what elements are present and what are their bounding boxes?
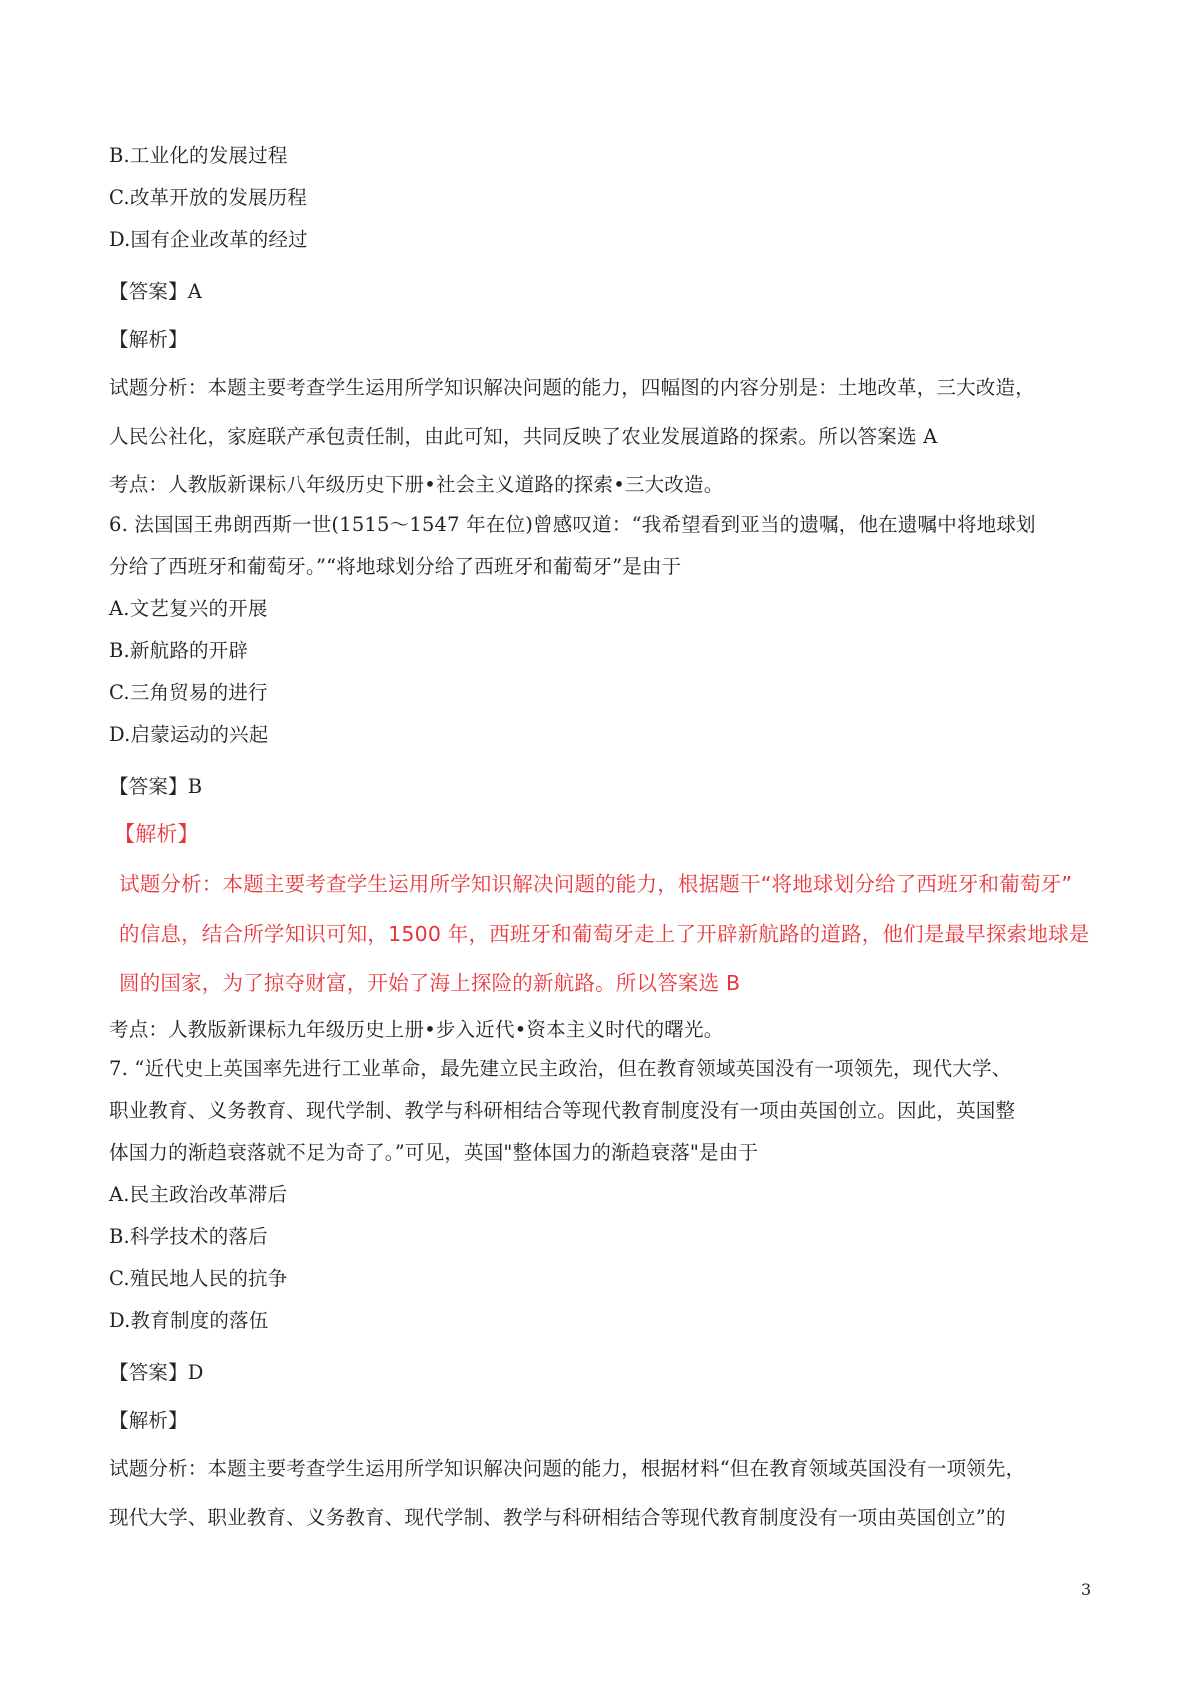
q5-option-b: B.工业化的发展过程: [109, 144, 288, 167]
q5-answer: 【答案】A: [109, 280, 203, 303]
q6-stem-line2: 分给了西班牙和葡萄牙。”“将地球划分给了西班牙和葡萄牙”是由于: [109, 555, 682, 578]
q7-analysis-head: 【解析】: [109, 1409, 188, 1432]
q7-option-c: C.殖民地人民的抗争: [109, 1267, 288, 1290]
q7-stem-line3: 体国力的渐趋衰落就不足为奇了。”可见，英国"整体国力的渐趋衰落"是由于: [109, 1141, 759, 1164]
q6-kaodian: 考点：人教版新课标九年级历史上册•步入近代•资本主义时代的曙光。: [109, 1018, 724, 1041]
q6-analysis-line2: 的信息，结合所学知识可知，1500 年，西班牙和葡萄牙走上了开辟新航路的道路，他们是最早探索地球是: [119, 922, 1090, 946]
q6-option-a: A.文艺复兴的开展: [109, 597, 268, 620]
q6-analysis-head: 【解析】: [114, 822, 199, 846]
q5-option-c: C.改革开放的发展历程: [109, 186, 308, 209]
q7-analysis-line2: 现代大学、职业教育、义务教育、现代学制、教学与科研相结合等现代教育制度没有一项由英国创立”的: [109, 1506, 1006, 1529]
q5-analysis-line2: 人民公社化，家庭联产承包责任制，由此可知，共同反映了农业发展道路的探索。所以答案选 A: [109, 425, 938, 448]
q6-option-d: D.启蒙运动的兴起: [109, 723, 269, 746]
q7-option-d: D.教育制度的落伍: [109, 1309, 269, 1332]
q7-option-a: A.民主政治改革滞后: [109, 1183, 288, 1206]
q5-option-d: D.国有企业改革的经过: [109, 228, 308, 251]
q6-option-c: C.三角贸易的进行: [109, 681, 268, 704]
q6-analysis-line1: 试题分析：本题主要考查学生运用所学知识解决问题的能力，根据题干“将地球划分给了西班牙和葡萄牙”: [119, 872, 1073, 896]
q6-stem-line1: 6. 法国国王弗朗西斯一世(1515～1547 年在位)曾感叹道：“我希望看到亚当的遗嘱，他在遗嘱中将地球划: [109, 513, 1036, 536]
q6-analysis-line3: 圆的国家，为了掠夺财富，开始了海上探险的新航路。所以答案选 B: [119, 971, 741, 995]
q7-answer: 【答案】D: [109, 1361, 204, 1384]
q6-option-b: B.新航路的开辟: [109, 639, 249, 662]
q5-kaodian: 考点：人教版新课标八年级历史下册•社会主义道路的探索•三大改造。: [109, 473, 724, 496]
q5-analysis-head: 【解析】: [109, 328, 188, 351]
q6-answer: 【答案】B: [109, 775, 203, 798]
q7-option-b: B.科学技术的落后: [109, 1225, 268, 1248]
q7-stem-line2: 职业教育、义务教育、现代学制、教学与科研相结合等现代教育制度没有一项由英国创立。因此，英国整: [109, 1099, 1016, 1122]
page-number: 3: [1081, 1580, 1092, 1599]
q7-stem-line1: 7. “近代史上英国率先进行工业革命，最先建立民主政治，但在教育领域英国没有一项领先，现代大学、: [109, 1057, 1012, 1080]
q7-analysis-line1: 试题分析：本题主要考查学生运用所学知识解决问题的能力，根据材料“但在教育领域英国没有一项领先，: [109, 1457, 1026, 1480]
q5-analysis-line1: 试题分析：本题主要考查学生运用所学知识解决问题的能力，四幅图的内容分别是：土地改革，三大改造，: [109, 376, 1035, 399]
